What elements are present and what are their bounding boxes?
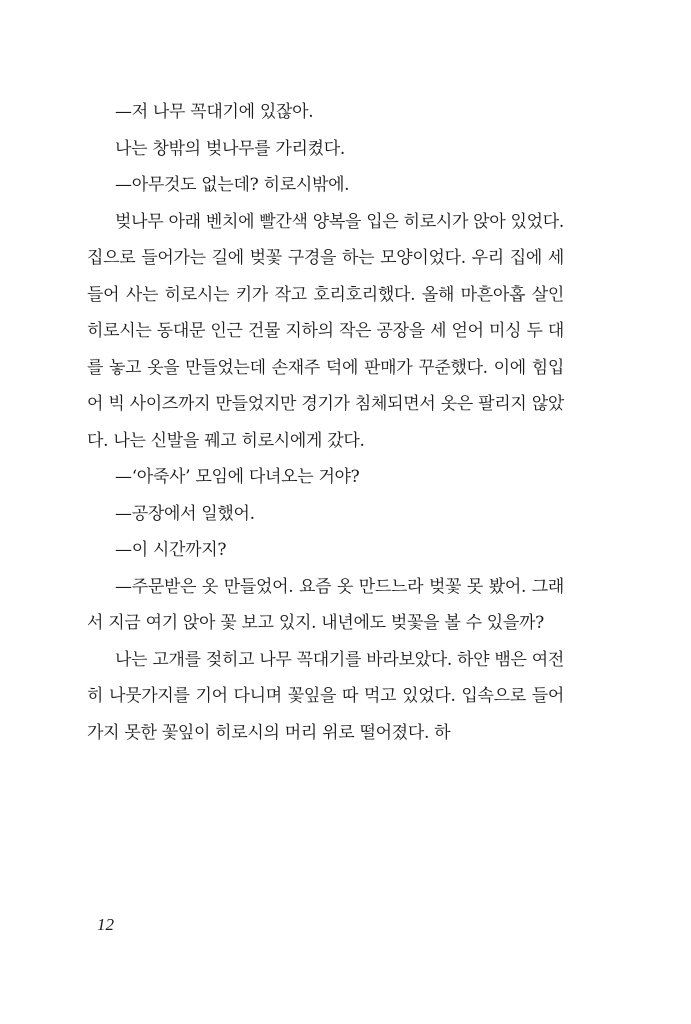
paragraph-narration-1: 나는 창밖의 벚나무를 가리켰다. (115, 138, 346, 159)
paragraph-dialog-5: —이 시간까지? (115, 540, 227, 560)
paragraph-dialog-4: —공장에서 일했어. (115, 503, 255, 524)
paragraph-narration-2: 벚나무 아래 벤치에 빨간색 양복을 입은 히로시가 앉아 있었다. 집으로 들어가는 길에 벚꽃 구경을 하는 모양이었다. 우리 집에 세 들어 사는 히로시는 키가 작고 호리호리했다. 올해 마흔아홉 살인 히로시는 동대문 인근 건물 지하의 작은 공장을 세 얻어 미싱 두 대를 놓고 옷을 만들었는데 손재주 덕에 판매가 꾸준했다. 이에 힘입어 빅 사이즈까지 만들었지만 경기가 침체되면서 옷은 팔리지 않았다. 나는 신발을 꿰고 히로시에게 갔다. (87, 211, 564, 451)
page-number: 12 (97, 915, 114, 934)
body-text (87, 94, 564, 751)
paragraph-dialog-3: —‘아죽사’ 모임에 다녀오는 거야? (115, 467, 360, 487)
paragraph-dialog-6: —주문받은 옷 만들었어. 요즘 옷 만드느라 벚꽃 못 봤어. 그래서 지금 여기 앉아 꽃 보고 있지. 내년에도 벚꽃을 볼 수 있을까? (87, 576, 564, 633)
paragraph-dialog-2: —아무것도 없는데? 히로시밖에. (115, 175, 350, 195)
paragraph-narration-3: 나는 고개를 젖히고 나무 꼭대기를 바라보았다. 하얀 뱀은 여전히 나뭇가지를 기어 다니며 꽃잎을 따 먹고 있었다. 입속으로 들어가지 못한 꽃잎이 히로시의 머리 위로 떨어졌다. 하 (87, 649, 564, 743)
paragraph-dialog-1: —저 나무 꼭대기에 있잖아. (115, 102, 314, 122)
